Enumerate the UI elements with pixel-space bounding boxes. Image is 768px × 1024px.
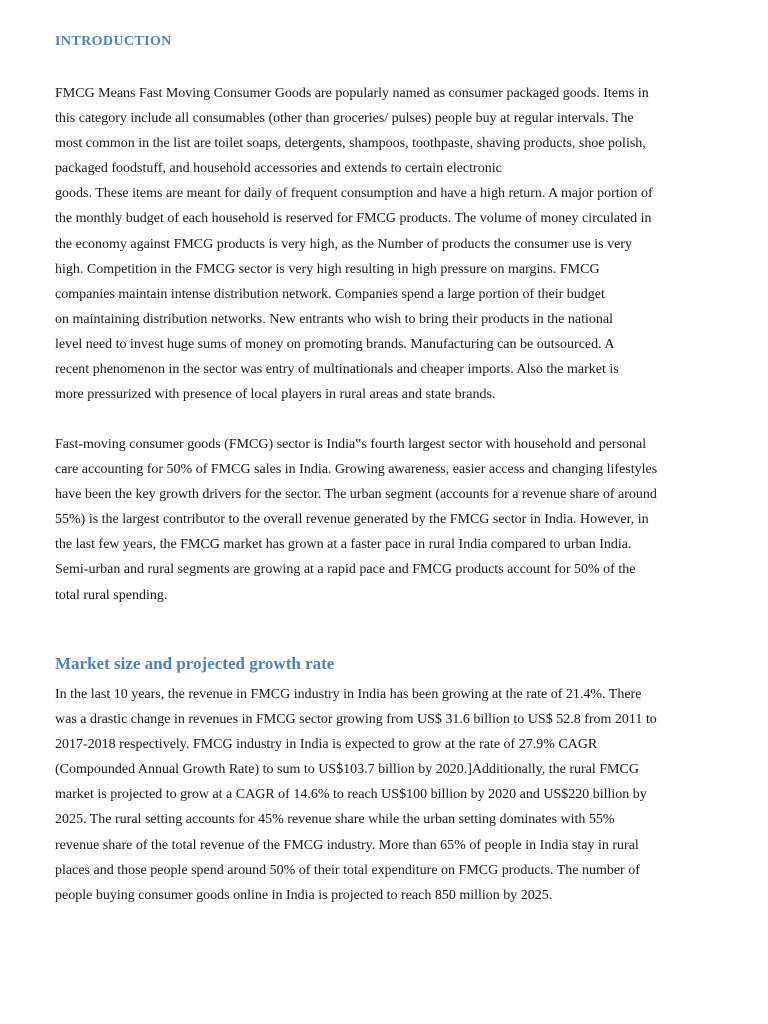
text-line: the monthly budget of each household is reserved for FMCG products. The volume of money circulated in (55, 211, 652, 227)
text-line: more pressurized with presence of local players in rural areas and state brands. (55, 387, 496, 403)
text-line: 2025. The rural setting accounts for 45% revenue share while the urban setting dominates with 55% (55, 812, 615, 828)
text-line: high. Competition in the FMCG sector is very high resulting in high pressure on margins. FMCG (55, 261, 600, 277)
text-line: was a drastic change in revenues in FMCG sector growing from US$ 31.6 billion to US$ 52.8 from 2011 to (55, 712, 657, 728)
text-line: 55%) is the largest contributor to the overall revenue generated by the FMCG sector in India. However, in (55, 512, 649, 528)
text-line: this category include all consumables (other than groceries/ pulses) people buy at regular intervals. The (55, 111, 634, 127)
text-line: Semi-urban and rural segments are growing at a rapid pace and FMCG products account for 50% of the (55, 562, 636, 578)
text-line: care accounting for 50% of FMCG sales in India. Growing awareness, easier access and changing lifestyles (55, 462, 658, 478)
market-size-heading: Market size and projected growth rate (55, 654, 335, 673)
intro-paragraph-fmcg-definition (55, 81, 653, 407)
text-line: the last few years, the FMCG market has grown at a faster pace in rural India compared to urban India. (55, 537, 632, 553)
text-line: 2017-2018 respectively. FMCG industry in India is expected to grow at the rate of 27.9% CAGR (55, 737, 598, 753)
intro-paragraph-fmcg-sector (55, 432, 657, 608)
text-line: FMCG Means Fast Moving Consumer Goods are popularly named as consumer packaged goods. Items in (55, 86, 649, 101)
text-line: market is projected to grow at a CAGR of 14.6% to reach US$100 billion by 2020 and US$220 billion by (55, 787, 647, 803)
text-line: (Compounded Annual Growth Rate) to sum to US$103.7 billion by 2020.]Additionally, the rural FMCG (55, 762, 639, 778)
text-line: Fast-moving consumer goods (FMCG) sector is India‟s fourth largest sector with household and personal (55, 437, 647, 452)
text-line: In the last 10 years, the revenue in FMCG industry in India has been growing at the rate of 21.4%. There (55, 687, 642, 702)
text-line: total rural spending. (55, 587, 168, 603)
text-line: people buying consumer goods online in India is projected to reach 850 million by 2025. (55, 887, 553, 903)
text-line: places and those people spend around 50% of their total expenditure on FMCG products. The number of (55, 862, 640, 878)
text-line: level need to invest huge sums of money on promoting brands. Manufacturing can be outsourced. A (55, 336, 615, 352)
text-line: most common in the list are toilet soaps, detergents, shampoos, toothpaste, shaving products, shoe polish, (55, 136, 646, 152)
text-line: goods. These items are meant for daily of frequent consumption and have a high return. A major portion of (55, 186, 653, 202)
text-line: on maintaining distribution networks. New entrants who wish to bring their products in the national (55, 311, 613, 327)
text-line: recent phenomenon in the sector was entry of multinationals and cheaper imports. Also the market is (55, 362, 619, 378)
text-line: packaged foodstuff, and household accessories and extends to certain electronic (55, 161, 502, 177)
text-line: revenue share of the total revenue of the FMCG industry. More than 65% of people in India stay in rural (55, 837, 639, 853)
text-line: have been the key growth drivers for the sector. The urban segment (accounts for a revenue share of around (55, 487, 657, 503)
text-line: the economy against FMCG products is very high, as the Number of products the consumer use is very (55, 236, 633, 252)
text-line: companies maintain intense distribution network. Companies spend a large portion of their budget (55, 286, 605, 302)
market-size-paragraph (55, 682, 657, 908)
introduction-heading: INTRODUCTION (55, 34, 172, 49)
